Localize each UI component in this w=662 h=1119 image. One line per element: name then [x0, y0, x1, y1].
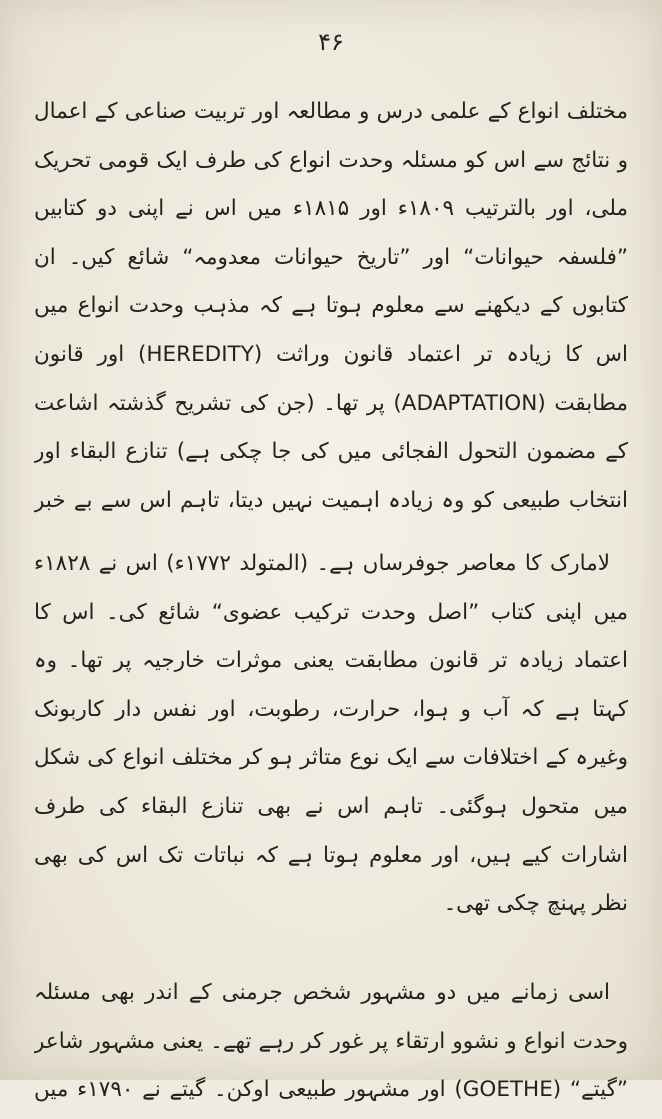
paragraph-geoffroy: لامارک کا معاصر جوفرساں ہے۔ (المتولد ۱۷۷۲ء) اس نے ۱۸۲۸ء میں اپنی کتاب ”اصل وحدت ترکیب عضوی“ شائع کی۔ اس کا اعتماد زیادہ تر قانون مطابقت یعنی موثرات خارجیہ پر تھا۔ وہ کہتا ہے کہ آب و ہوا، حرارت، رطوبت، اور نفس دار کاربونک وغیرہ کے اختلافات سے ایک نوع متاثر ہو کر مختلف انواع کی شکل میں متحول ہوگئی۔ تاہم اس نے بھی تنازع البقاء کی طرف اشارات کیے ہیں، اور معلوم ہوتا ہے کہ نباتات تک اس کی بھی نظر پہنچ چکی تھی۔ [34, 551, 628, 917]
page-number: ۴۶ [318, 28, 344, 56]
paragraph-goethe-oken: اسی زمانے میں دو مشہور شخص جرمنی کے اندر بھی مسئلہ وحدت انواع و نشوو ارتقاء پر غور کر رہے تھے۔ یعنی مشہور شاعر ”گیتے“ (GOETHE) اور مشہور طبیعی اوکن۔ گیتے نے ۱۷۹۰ء میں [34, 980, 628, 1103]
page-body-text [34, 88, 628, 1119]
paragraph-lamarck-works: مختلف انواع کے علمی درس و مطالعہ اور تربیت صناعی کے اعمال و نتائج سے اس کو مسئلہ وحدت انواع کی طرف ایک قومی تحریک ملی، اور بالترتیب ۱۸۰۹ء اور ۱۸۱۵ء میں اس نے اپنی دو کتابیں ”فلسفہ حیوانات“ اور ”تاریخ حیوانات معدومہ“ شائع کیں۔ ان کتابوں کے دیکھنے سے معلوم ہوتا ہے کہ مذہب وحدت انواع میں اس کا زیادہ تر اعتماد قانون وراثت (HEREDITY) اور قانون مطابقت (ADAPTATION) پر تھا۔ (جن کی تشریح گذشتہ اشاعت کے مضمون التحول الفجائی میں کی جا چکی ہے) تنازع البقاء اور انتخاب طبیعی کو وہ زیادہ اہمیت نہیں دیتا، تاہم اس سے بے خبر [34, 99, 628, 513]
